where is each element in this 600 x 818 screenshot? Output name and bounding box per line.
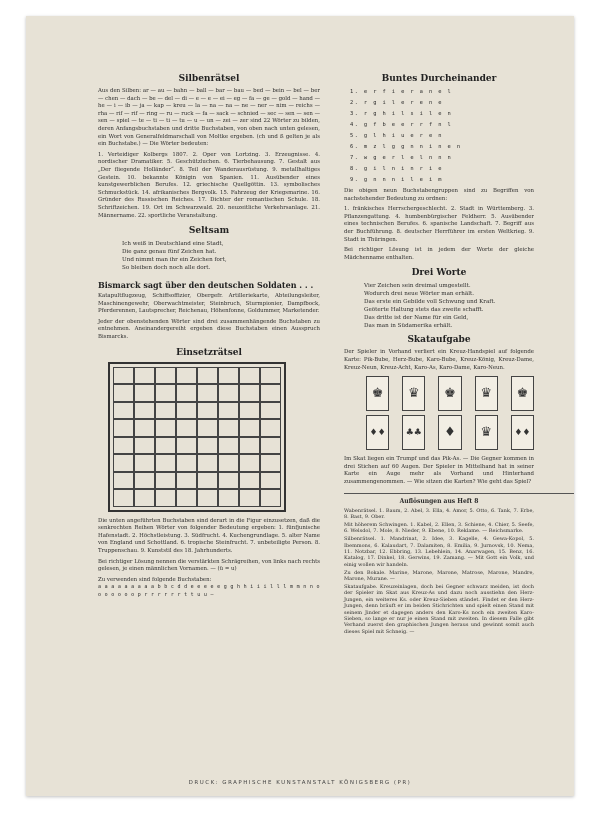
poem-line: Wodurch drei neue Wörter man erhält. [364, 291, 475, 298]
grid-cell [218, 384, 239, 402]
playing-card-icon: ♚ [438, 376, 461, 411]
grid-cell [176, 472, 197, 490]
grid-cell [218, 472, 239, 490]
poem-line: Vier Zeichen sein dreimal umgestellt. [364, 283, 471, 290]
grid-cell [260, 402, 281, 420]
poem-line: Die ganz genau fünf Zeichen hat. [122, 249, 217, 256]
grid-cell [218, 402, 239, 420]
grid-cell [239, 367, 260, 385]
grid-cell [155, 367, 176, 385]
grid-cell [197, 454, 218, 472]
grid-cell [218, 454, 239, 472]
einsetzraetsel-title: Einsetzrätsel [176, 347, 242, 358]
grid-cell [113, 454, 134, 472]
list-item: 1. e r f i e r a n e l [350, 89, 453, 95]
silbenraetsel-title: Silbenrätsel [178, 74, 240, 84]
solution-item: Mit höherem Schwingen. 1. Kabel, 2. Ellen, 3. Schiene, 4. Chier, 5. Seefe, 6. Welsdol, 7. Mole, 8. Nieder, 9. Ebene, 10. Reklame. — Reichsmarke. [344, 521, 534, 535]
bismarck-text: Jeder der obenstehenden Wörter sind drei zusammenhängende Buchstaben zu entnehmen. Aneinandergereiht ergeben diese Buchstaben einen Ausspruch Bismarcks. [98, 318, 320, 341]
grid-cell [155, 454, 176, 472]
grid-cell [260, 454, 281, 472]
solution-item: Skataufgabe. Kreuzeinlagen, doch bei Gegner schwarz meiden, ist doch der Spieler im Skat aus Kreuz-As und dazu noch ausstiehn den Herz-Jungen, ein weiteres Ks. oder Kreuz-Sieben ständet. Findet er den Herz-Jungen, denn bräuft er im beiden Stichrichten und spielt einen Stand mit seinem Jinder et dagegen anders den Karo-Ks noch ein zweiten Karo-Sieben, so lange er nur je einen Stand mit zweiten. In diesem Falle gibt Verhand zuerst den graphischen Jungen heraus und gewinnt somit auch dieses Spiel mit Schneig. — [344, 583, 534, 635]
grid-cell [176, 419, 197, 437]
grid-cell [218, 367, 239, 385]
poem-line: So bleiben doch noch alle dort. [122, 265, 211, 272]
grid-cell [239, 384, 260, 402]
grid-cell [176, 384, 197, 402]
playing-card-icon: ♦♦ [366, 415, 389, 450]
drei-worte-poem [364, 282, 534, 330]
drei-worte-title: Drei Worte [411, 268, 467, 279]
solutions-title: Auflösungen aus Heft 8 [399, 497, 479, 505]
divider [344, 493, 574, 494]
grid-cell [113, 489, 134, 507]
einsetz-grid-frame [108, 362, 286, 512]
grid-cell [239, 454, 260, 472]
playing-card-icon: ♦ [438, 415, 461, 450]
grid-cell [134, 437, 155, 455]
right-column [344, 74, 534, 637]
left-column [98, 74, 320, 600]
grid-cell [239, 437, 260, 455]
grid-cell [260, 472, 281, 490]
list-item: 7. w g e r l e l n n n [350, 155, 453, 161]
grid-cell [197, 384, 218, 402]
poem-line: Das man in Südamerika erhält. [364, 323, 453, 330]
cards-row-1 [366, 376, 534, 411]
list-item: 4. g f b e e r r f n l [350, 122, 453, 128]
grid-cell [155, 472, 176, 490]
buntes-text: Die obigen neun Buchstabengruppen sind zu Begriffen von nachstehender Bedeutung zu ordnen: [344, 188, 534, 202]
grid-cell [113, 367, 134, 385]
grid-cell [197, 367, 218, 385]
grid-cell [197, 402, 218, 420]
poem-line: Ich weiß in Deutschland eine Stadt, [122, 241, 224, 248]
buntes-durcheinander-title: Buntes Durcheinander [381, 74, 497, 84]
buntes-list [344, 88, 534, 184]
list-item: 8. g i l n i n r i e [350, 166, 443, 172]
grid-cell [218, 489, 239, 507]
grid-cell [134, 384, 155, 402]
grid-cell [134, 402, 155, 420]
grid-cell [176, 402, 197, 420]
grid-cell [113, 402, 134, 420]
grid-cell [197, 437, 218, 455]
poem-line: Das dritte ist der Name für ein Geld, [364, 315, 469, 322]
playing-card-icon: ♚ [366, 376, 389, 411]
grid-cell [155, 489, 176, 507]
grid-cell [134, 367, 155, 385]
grid-cell [176, 367, 197, 385]
seltsam-title: Seltsam [188, 226, 230, 237]
skat-text: Der Spieler in Vorhand verliert ein Kreuz-Handspiel auf folgende Karte: Pik-Bube, Herz-Bube, Karo-Bube, Kreuz-König, Kreuz-Dame, Kreuz-Neun, Kreuz-Acht, Karo-As, Karo-Dame, Karo-Neun. [344, 349, 534, 371]
cards-row-2 [366, 415, 534, 450]
einsetz-grid [110, 364, 284, 510]
einsetz-text: Die unten angeführten Buchstaben sind derart in die Figur einzusetzen, daß die senkrechten Reihen Wörter von folgender Bedeutung ergeben: 1. fünfjunische Hafenstadt. 2. Höchstleistung. 3. Südfrucht. 4. Kuchengrundlage. 5. alter Name von England und Schottland. 6. tropische Steinfrucht. 7. unbeteiligte Person. 8. Truppenschau. 9. Kunststil des 18. Jahrhunderts. [98, 517, 320, 555]
playing-card-icon: ♛ [475, 376, 498, 411]
grid-cell [239, 489, 260, 507]
poem-line: Das erste ein Gebilde voll Schwung und Kraft. [364, 299, 496, 306]
grid-cell [155, 419, 176, 437]
grid-cell [176, 489, 197, 507]
grid-cell [155, 437, 176, 455]
bismarck-words: Katapultflugzeug, Schiffsoffizier, Obergefr. Artilleriekarte, Abteilungsleiter, Maschinengewehr, Oberwachtmeister, Steinbruch, Sturmpionier, Dampfbock, Pferderennen, Lautsprecher, Reichenau, Höhenfonne, Goldummer, Marketender. [98, 293, 320, 315]
grid-cell [239, 402, 260, 420]
playing-card-icon: ♦♦ [511, 415, 534, 450]
grid-cell [176, 454, 197, 472]
poem-line: Geöterte Haltung stets das zweite schafft. [364, 307, 484, 314]
list-item: 6. m z l g g n n i n e n [350, 144, 462, 150]
list-item: 9. g n n n i l e i m [350, 177, 443, 183]
grid-cell [218, 419, 239, 437]
grid-cell [113, 472, 134, 490]
printer-footer: DRUCK: GRAPHISCHE KUNSTANSTALT KÖNIGSBERG (PR) [188, 780, 412, 786]
playing-card-icon: ♛ [402, 376, 425, 411]
grid-cell [134, 489, 155, 507]
list-item: 5. g l h i u e r e n [350, 133, 443, 139]
silbenraetsel-clues: 1. Verteidiger Kolbergs 1807. 2. Oper von Lortzing. 3. Erzeugnisse. 4. nordischer Dramatiker. 5. Geschützluchen. 6. Tierbehausung. 7. Gestalt aus „Der fliegende Holländer“. 8. Teil der Wanderausrüstung. 9. metallhaltiges Gestein. 10. bekannte Königin von Spanien. 11. Ausübender eines kunstgewerblichen Berufes. 12. griechische Quellgöttin. 13. symbolisches Schmuckstück. 14. afrikanisches Bergvolk. 15. Fahrzeug der Kriegsmarine. 16. Gründer des Russischen Reiches. 17. Dichter der romantischen Schule. 18. Schriftzeichen. 19. Ort im Schwarzwald. 20. neuzeitliche Verkehrsanlage. 21. Männername. 22. sportliche Veranstaltung. [98, 151, 320, 219]
grid-cell [260, 437, 281, 455]
poem-line: Und nimmt man ihr ein Zeichen fort, [122, 257, 227, 264]
einsetz-letters: a a a a a a a a a b b c d d e e e e e g g h h i i i l l l m m n n o o o o o o o p r r r r r r t t u u — [98, 584, 320, 598]
grid-cell [134, 419, 155, 437]
grid-cell [134, 454, 155, 472]
list-item: 3. r g h i l s i l e n [350, 111, 453, 117]
grid-cell [218, 437, 239, 455]
playing-card-icon: ♛ [475, 415, 498, 450]
grid-cell [239, 472, 260, 490]
solution-item: Wabenrätsel. 1. Baum, 2. Abel, 3. Ella, 4. Amor, 5. Otto, 6. Tank, 7. Erbe, 8. Bast, 9. Ober. [344, 507, 534, 520]
einsetz-text-2: Bei richtiger Lösung nennen die verstärkten Schrägreihen, von links nach rechts gelesen, je einen männlichen Vornamen. — (ü = u) [98, 558, 321, 573]
grid-cell [197, 472, 218, 490]
skataufgabe-title: Skataufgabe [407, 335, 471, 346]
silbenraetsel-syllables: Aus den Silben: ar — au — bahn — ball — bar — bau — bed — bein — bel — ber — chen — dach — be — del — di — e — e — ei — eg — fa — ge — gold — hand — he — i — ib — ja — kap — kreu — la — na — na — ne — ner — nim — reichs — rha — rif — rif — ring — ru — ruck — fa — sack — schnied — sec — sen — sen — sen — spiel — te — ti — ti — tu — u — un — zei — zer sind 22 Wörter zu bilden, deren Anfangsbuchstaben und dritte Buchstaben, von oben nach unten gelesen, ein Wort von Generalfeldmarschall von Moltke ergeben. (ch und ß gelten je als ein Buchstabe.) — Die Wörter bedeuten: [98, 88, 320, 148]
grid-cell [197, 489, 218, 507]
grid-cell [113, 419, 134, 437]
grid-cell [260, 384, 281, 402]
bismarck-title: Bismarck sagt über den deutschen Soldaten . . . [98, 280, 314, 291]
playing-card-icon: ♚ [511, 376, 534, 411]
grid-cell [260, 367, 281, 385]
grid-cell [134, 472, 155, 490]
grid-cell [197, 419, 218, 437]
list-item: 2. r g i l e r e n e [350, 100, 443, 106]
buntes-clues: 1. fränkisches Herrschergeschlecht. 2. Stadt in Württemberg. 3. Pflanzengattung. 4. humbenbürgischer Feldherr. 5. Ausübender eines technischen Berufes. 6. spanische Landschaft. 7. Begriff aus der Buchführung. 8. deutscher Herrführer im ersten Weltkrieg. 9. Stadt in Thüringen. [344, 206, 534, 243]
solution-item: Zu den Bokale. Marine, Marone, Marone, Matrose, Marone, Mandre, Marone, Murane. — [344, 569, 534, 583]
grid-cell [239, 419, 260, 437]
solution-item: Silbenrätsel. 1. Mandrinat, 2. Idee, 3. Kagelle, 4. Gewa-Kopol, 5. Ibemmons, 6. Kalaudart, 7. Dalamiten, 8. Emilia, 9. Jurnovsk, 10. Nema, 11. Notzbar, 12. Ebbring, 13. Lebehlein, 14. Anarwagen, 15. Benz, 16. Katalog, 17. Dinkel, 18. Gerwins, 19. Zamang. — Mit Gott ein Volk, und einig wollen wir handeln. [344, 536, 534, 568]
skat-text-2: Im Skat liegen ein Trumpf und das Pik-As. — Die Gegner kommen in drei Stichen auf 60 Augen. Der Spieler in Mittelhand hat in seiner Karte ein Auge mehr als Vorhand und Hinterhand zusammengenommen. — Wie sitzen die Karten? Wie geht das Spiel? [344, 456, 534, 485]
grid-cell [113, 384, 134, 402]
grid-cell [176, 437, 197, 455]
buntes-text-2: Bei richtiger Lösung ist in jedem der Worte der gleiche Mädchenname enthalten. [344, 247, 534, 261]
grid-cell [155, 384, 176, 402]
seltsam-poem [122, 240, 320, 272]
grid-cell [260, 489, 281, 507]
grid-cell [260, 419, 281, 437]
magazine-page [26, 16, 574, 796]
einsetz-letters-label: Zu verwenden sind folgende Buchstaben: [98, 576, 212, 583]
grid-cell [155, 402, 176, 420]
grid-cell [113, 437, 134, 455]
playing-card-icon: ♣♣ [402, 415, 425, 450]
